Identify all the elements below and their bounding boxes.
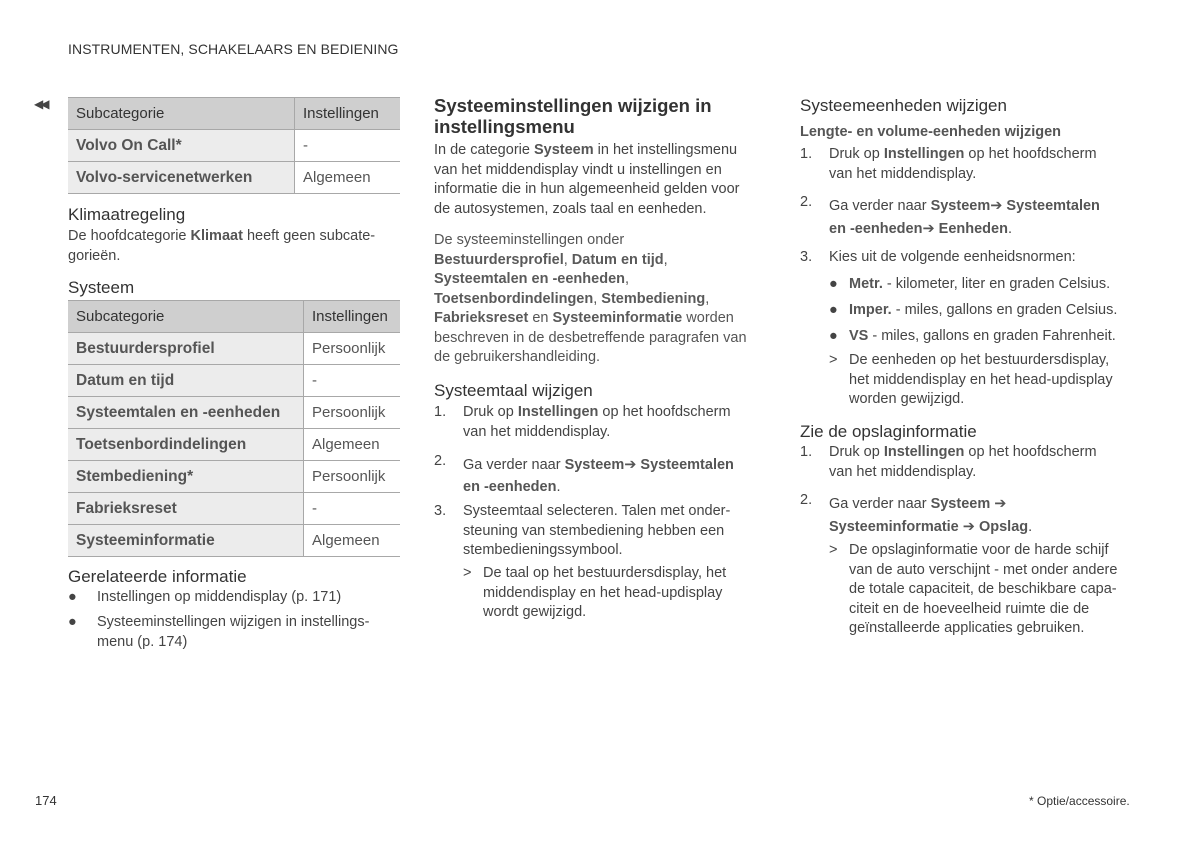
row-key: Systeeminformatie	[68, 525, 304, 557]
system-heading: Systeem	[68, 278, 135, 297]
previous-page-icon[interactable]: ◀◀	[34, 97, 47, 111]
row-key: Stembediening*	[68, 461, 304, 493]
arrow-right-icon: ➔	[990, 496, 1007, 512]
step-1: 1. Druk op Instellingen op het hoofdscherm van het middendisplay.	[800, 146, 1097, 182]
step-3: 3. Systeemtaal selecteren. Talen met onder- steuning van stembediening hebben een stembedieningssymbool.	[434, 503, 731, 558]
row-key: Volvo On Call*	[68, 130, 295, 162]
climate-heading: Klimaatregeling	[68, 205, 186, 224]
system-language-heading: Systeemtaal wijzigen	[434, 381, 593, 400]
table-row	[68, 397, 400, 429]
row-value: Algemeen	[304, 525, 401, 557]
bullet-icon: ●	[68, 589, 77, 605]
table-row	[68, 130, 400, 162]
climate-text: De hoofdcategorie Klimaat heeft geen subcate- gorieën.	[68, 228, 376, 264]
units-subheading: Lengte- en volume-eenheden wijzigen	[800, 124, 1062, 140]
table-row	[68, 162, 400, 194]
arrow-right-icon: ➔	[624, 457, 637, 473]
result-arrow-icon: >	[829, 542, 838, 558]
step-1: 1. Druk op Instellingen op het hoofdscherm van het middendisplay.	[800, 444, 1097, 480]
step-result: > De eenheden op het bestuurdersdisplay, het middendisplay en het head-updisplay worden gewijzigd.	[829, 352, 1113, 407]
bullet-icon: ●	[829, 276, 838, 292]
row-value: Algemeen	[304, 429, 401, 461]
footnote: * Optie/accessoire.	[1029, 794, 1130, 808]
result-arrow-icon: >	[829, 352, 838, 368]
subcategory-table-top	[68, 97, 400, 194]
table-row	[68, 365, 400, 397]
step-2: 2. Ga verder naar Systeem ➔ Systeeminformatie ➔ Opslag.	[800, 492, 1033, 535]
step-result: > De opslaginformatie voor de harde schijf van de auto verschijnt - met onder andere de totale capaciteit, de beschikbare capa- citeit en de hoeveelheid ruimte die de geïnstalleerde applicaties gebruiken.	[829, 542, 1118, 636]
page-number: 174	[35, 793, 57, 808]
row-value: Persoonlijk	[304, 333, 401, 365]
row-value: -	[304, 365, 401, 397]
row-key: Toetsenbordindelingen	[68, 429, 304, 461]
related-heading: Gerelateerde informatie	[68, 567, 247, 586]
step-1: 1. Druk op Instellingen op het hoofdscherm van het middendisplay.	[434, 404, 731, 440]
row-key: Systeemtalen en -eenheden	[68, 397, 304, 429]
step-2: 2. Ga verder naar Systeem➔ Systeemtalen en -eenheden➔ Eenheden.	[800, 194, 1100, 237]
row-value: Persoonlijk	[304, 397, 401, 429]
list-item: ● Imper. - miles, gallons en graden Celsius.	[829, 301, 1149, 321]
step-3: 3. Kies uit de volgende eenheidsnormen:	[800, 249, 1076, 265]
list-item: ● Metr. - kilometer, liter en graden Celsius.	[829, 275, 1149, 295]
row-value: -	[295, 130, 401, 162]
intro-paragraph: In de categorie Systeem in het instellingsmenu van het middendisplay vindt u instellingen en informatie die in hun algemeenheid gelden voor de autosystemen, zoals taal en eenheden.	[434, 142, 740, 217]
table-row	[68, 429, 400, 461]
row-key: Datum en tijd	[68, 365, 304, 397]
settings-overview-paragraph: De systeeminstellingen onder Bestuurdersprofiel, Datum en tijd, Systeemtalen en -eenheden, Toetsenbordindelingen, Stembediening, Fabrieksreset en Systeeminformatie worden beschreven in de desbetreffende paragrafen van de gebruikershandleiding.	[434, 232, 747, 365]
col-header-instellingen: Instellingen	[304, 301, 401, 333]
storage-info-heading: Zie de opslaginformatie	[800, 422, 977, 441]
row-key: Volvo-servicenetwerken	[68, 162, 295, 194]
list-item: ● VS - miles, gallons en graden Fahrenheit.	[829, 327, 1149, 347]
table-row	[68, 333, 400, 365]
col-header-subcategorie: Subcategorie	[68, 98, 295, 130]
row-value: -	[304, 493, 401, 525]
arrow-right-icon: ➔	[958, 519, 975, 535]
row-key: Bestuurdersprofiel	[68, 333, 304, 365]
bullet-icon: ●	[829, 328, 838, 344]
bullet-icon: ●	[68, 614, 77, 630]
step-result: > De taal op het bestuurdersdisplay, het middendisplay en het head-updisplay wordt gewijzigd.	[463, 565, 727, 620]
table-row	[68, 493, 400, 525]
arrow-right-icon: ➔	[990, 198, 1003, 214]
page-title: Systeeminstellingen wijzigen in instellingsmenu	[434, 95, 712, 137]
col-header-subcategorie: Subcategorie	[68, 301, 304, 333]
related-link[interactable]: ● Systeeminstellingen wijzigen in instellings- menu (p. 174)	[68, 614, 370, 650]
system-subcategory-table	[68, 300, 400, 557]
table-row	[68, 525, 400, 557]
result-arrow-icon: >	[463, 565, 472, 581]
col-header-instellingen: Instellingen	[295, 98, 401, 130]
system-units-heading: Systeemeenheden wijzigen	[800, 96, 1007, 115]
row-key: Fabrieksreset	[68, 493, 304, 525]
row-value: Algemeen	[295, 162, 401, 194]
running-header: INSTRUMENTEN, SCHAKELAARS EN BEDIENING	[68, 41, 399, 57]
arrow-right-icon: ➔	[922, 221, 935, 237]
row-value: Persoonlijk	[304, 461, 401, 493]
bullet-icon: ●	[829, 302, 838, 318]
step-2: 2. Ga verder naar Systeem➔ Systeemtalen en -eenheden.	[434, 453, 734, 495]
table-row	[68, 461, 400, 493]
